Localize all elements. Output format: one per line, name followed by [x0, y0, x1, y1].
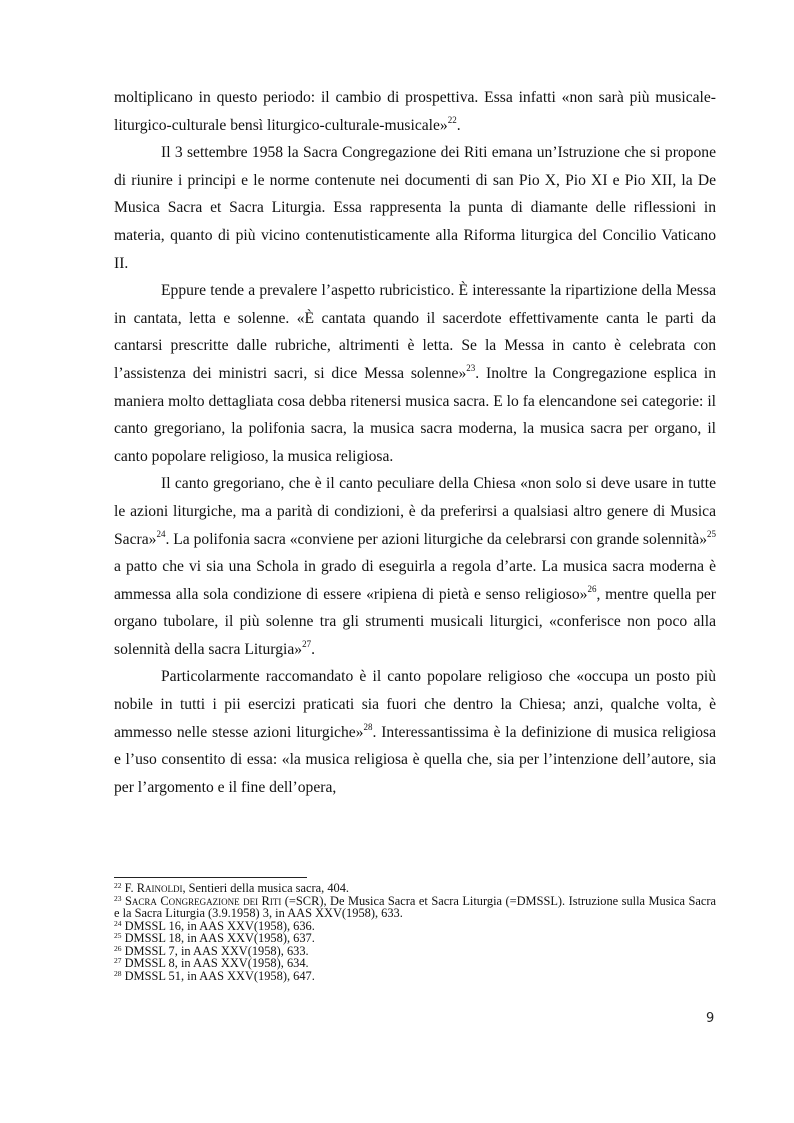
footnote-number: 22 [114, 881, 122, 890]
footnote-number: 26 [114, 943, 122, 953]
footnote-number: 25 [114, 931, 122, 940]
paragraph-5 [114, 663, 716, 801]
footnotes [114, 882, 716, 982]
footnote-28 [114, 970, 716, 983]
footnote-text: DMSSL 51, in AAS XXV(1958), 647. [121, 968, 315, 983]
footnote-text: DMSSL 18, in AAS XXV(1958), 637. [121, 931, 315, 945]
footnote-ref-25: 25 [707, 528, 716, 539]
paragraph-text: . [311, 640, 315, 658]
footnote-ref-23: 23 [466, 362, 476, 373]
paragraph-text: moltiplicano in questo periodo: il cambio di prospettiva. Essa infatti «non sarà più musicale-liturgico-culturale bensì liturgico-culturale-musicale» [114, 89, 716, 134]
footnote-number: 24 [114, 918, 122, 928]
paragraph-text: a patto che vi sia una Schola in grado di eseguirla a regola d’arte. La musica sacra moderna è ammessa alla sola condizione di essere «ripiena di pietà e senso religioso» [114, 558, 716, 603]
paragraph-text: Il 3 settembre 1958 la Sacra Congregazione dei Riti emana un’Istruzione che si propone di riunire i principi e le norme contenute nei documenti di san Pio X, Pio XI e Pio XII, la De Musica Sacra et Sacra Liturgia. Essa rappresenta la punta di diamante delle riflessioni in materia, quanto di più vicino contenutisticamente alla Riforma liturgica del Concilio Vaticano II. [114, 144, 716, 272]
footnote-text: DMSSL 7, in AAS XXV(1958), 633. [121, 943, 309, 958]
footnote-author: Sacra Congregazione dei Riti [124, 893, 282, 908]
footnote-text: DMSSL 16, in AAS XXV(1958), 636. [121, 918, 315, 933]
footnote-23 [114, 895, 716, 920]
footnote-ref-28: 28 [363, 721, 373, 732]
footnote-number: 28 [114, 968, 122, 978]
footnote-ref-26: 26 [587, 583, 597, 594]
paragraph-text: . La polifonia sacra «conviene per azioni liturgiche da celebrarsi con grande solennità» [165, 530, 707, 548]
paragraph-text: . [456, 116, 461, 134]
paragraph-4 [114, 470, 716, 663]
paragraph-text: Il canto gregoriano, che è il canto peculiare della Chiesa «non solo si deve usare in tutte le azioni liturgiche, ma a parità di condizioni, è da preferirsi a qualsiasi altro genere di Musica Sacra» [114, 475, 716, 548]
paragraph-1 [114, 84, 716, 139]
paragraph-3 [114, 277, 716, 470]
footnote-text: (=SCR), De Musica Sacra et Sacra Liturgia (=DMSSL). Istruzione sulla Musica Sacra e la Sacra Liturgia (3.9.1958) 3, in AAS XXV(1958), 633. [114, 893, 716, 920]
footnote-author: Rainoldi [136, 881, 183, 895]
paragraph-text: Particolarmente raccomandato è il canto popolare religioso che «occupa un posto più nobile in tutti i pii esercizi praticati sia fuori che dentro la Chiesa; anzi, qualche volta, è ammesso nelle stesse azioni liturgiche» [114, 668, 716, 741]
paragraph-text: . Interessantissima è la definizione di musica religiosa e l’uso consentito di essa: «la musica religiosa è quella che, sia per l’intenzione dell’autore, sia per l’argomento e il fine dell’opera, [114, 723, 717, 796]
footnote-ref-22: 22 [447, 114, 457, 125]
paragraph-text: . Inoltre la Congregazione esplica in maniera molto dettagliata cosa debba ritenersi musica sacra. E lo fa elencandone sei categorie: il canto gregoriano, la polifonia sacra, la musica sacra moderna, la musica sacra per organo, il canto popolare religioso, la musica religiosa. [114, 364, 716, 465]
paragraph-text: , mentre quella per organo tubolare, il più solenne tra gli strumenti musicali liturgici, «conferisce non poco alla solennità della sacra Liturgia» [114, 585, 716, 658]
footnote-ref-24: 24 [156, 528, 166, 539]
paragraph-2 [114, 139, 716, 277]
footnote-text: DMSSL 8, in AAS XXV(1958), 634. [121, 956, 309, 970]
footnote-number: 27 [114, 956, 122, 965]
footnote-text: F. [124, 881, 137, 895]
paragraph-text: Eppure tende a prevalere l’aspetto rubricistico. È interessante la ripartizione della Messa in cantata, letta e solenne. «È cantata quando il sacerdote effettivamente canta le parti da cantarsi prescritte dalle rubriche, altrimenti è letta. Se la Messa in canto è celebrata con l’assistenza dei ministri sacri, si dice Messa solenne» [114, 282, 716, 382]
page-number: 9 [706, 1011, 715, 1026]
footnote-number: 23 [114, 893, 122, 903]
footnote-separator [114, 877, 307, 878]
footnote-ref-27: 27 [302, 638, 312, 649]
footnote-text: , Sentieri della musica sacra, 404. [182, 881, 349, 895]
body-text [114, 84, 716, 801]
